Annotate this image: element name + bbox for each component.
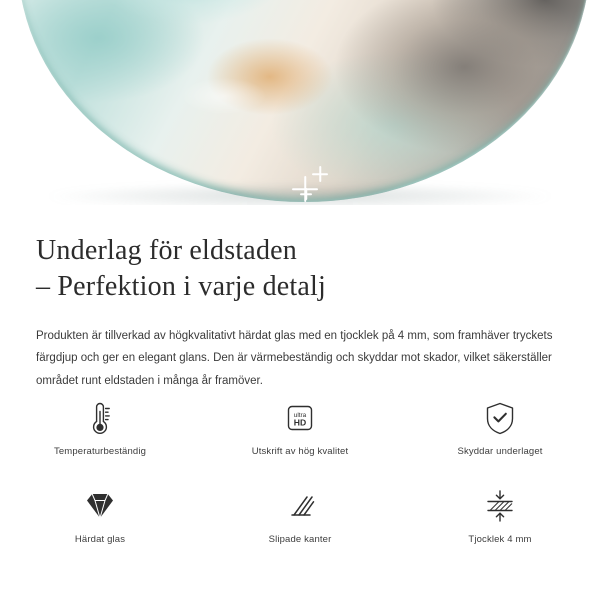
feature-item	[400, 484, 600, 562]
ultra-hd-icon	[280, 396, 320, 440]
thermometer-icon	[83, 396, 117, 440]
feature-item	[200, 484, 400, 562]
hero-image	[0, 0, 600, 205]
page-title	[0, 205, 600, 305]
diamond-icon	[80, 484, 120, 528]
feature-grid	[0, 396, 600, 562]
feature-label: Tjocklek 4 mm	[468, 534, 532, 545]
product-description	[0, 205, 600, 392]
glass-panel-artwork	[18, 0, 590, 202]
feature-item	[0, 484, 200, 562]
feature-item	[200, 396, 400, 474]
feature-item	[400, 396, 600, 474]
svg-text:HD: HD	[293, 417, 307, 428]
thickness-icon	[480, 484, 520, 528]
svg-text:ultra: ultra	[293, 412, 307, 419]
shield-check-icon	[482, 396, 518, 440]
feature-item	[0, 396, 200, 474]
headline-line-2: – Perfektion i varje detalj	[36, 270, 326, 302]
feature-label: Skyddar underlaget	[457, 446, 543, 457]
polished-edges-icon	[280, 484, 320, 528]
feature-label: Utskrift av hög kvalitet	[251, 446, 349, 457]
headline-line-1: Underlag för eldstaden	[36, 235, 297, 266]
feature-label: Slipade kanter	[268, 534, 332, 545]
description-paragraph: Produkten är tillverkad av högkvalitativt härdat glas med en tjocklek på 4 mm, som framhäver tryckets färgdjup och ger en elegant glans. Den är värmebeständig och skyddar mot skador, vilket säkerställer området runt eldstaden i många år framöver.	[36, 329, 553, 387]
feature-label: Temperaturbeständig	[53, 446, 147, 457]
feature-label: Härdat glas	[74, 534, 126, 545]
